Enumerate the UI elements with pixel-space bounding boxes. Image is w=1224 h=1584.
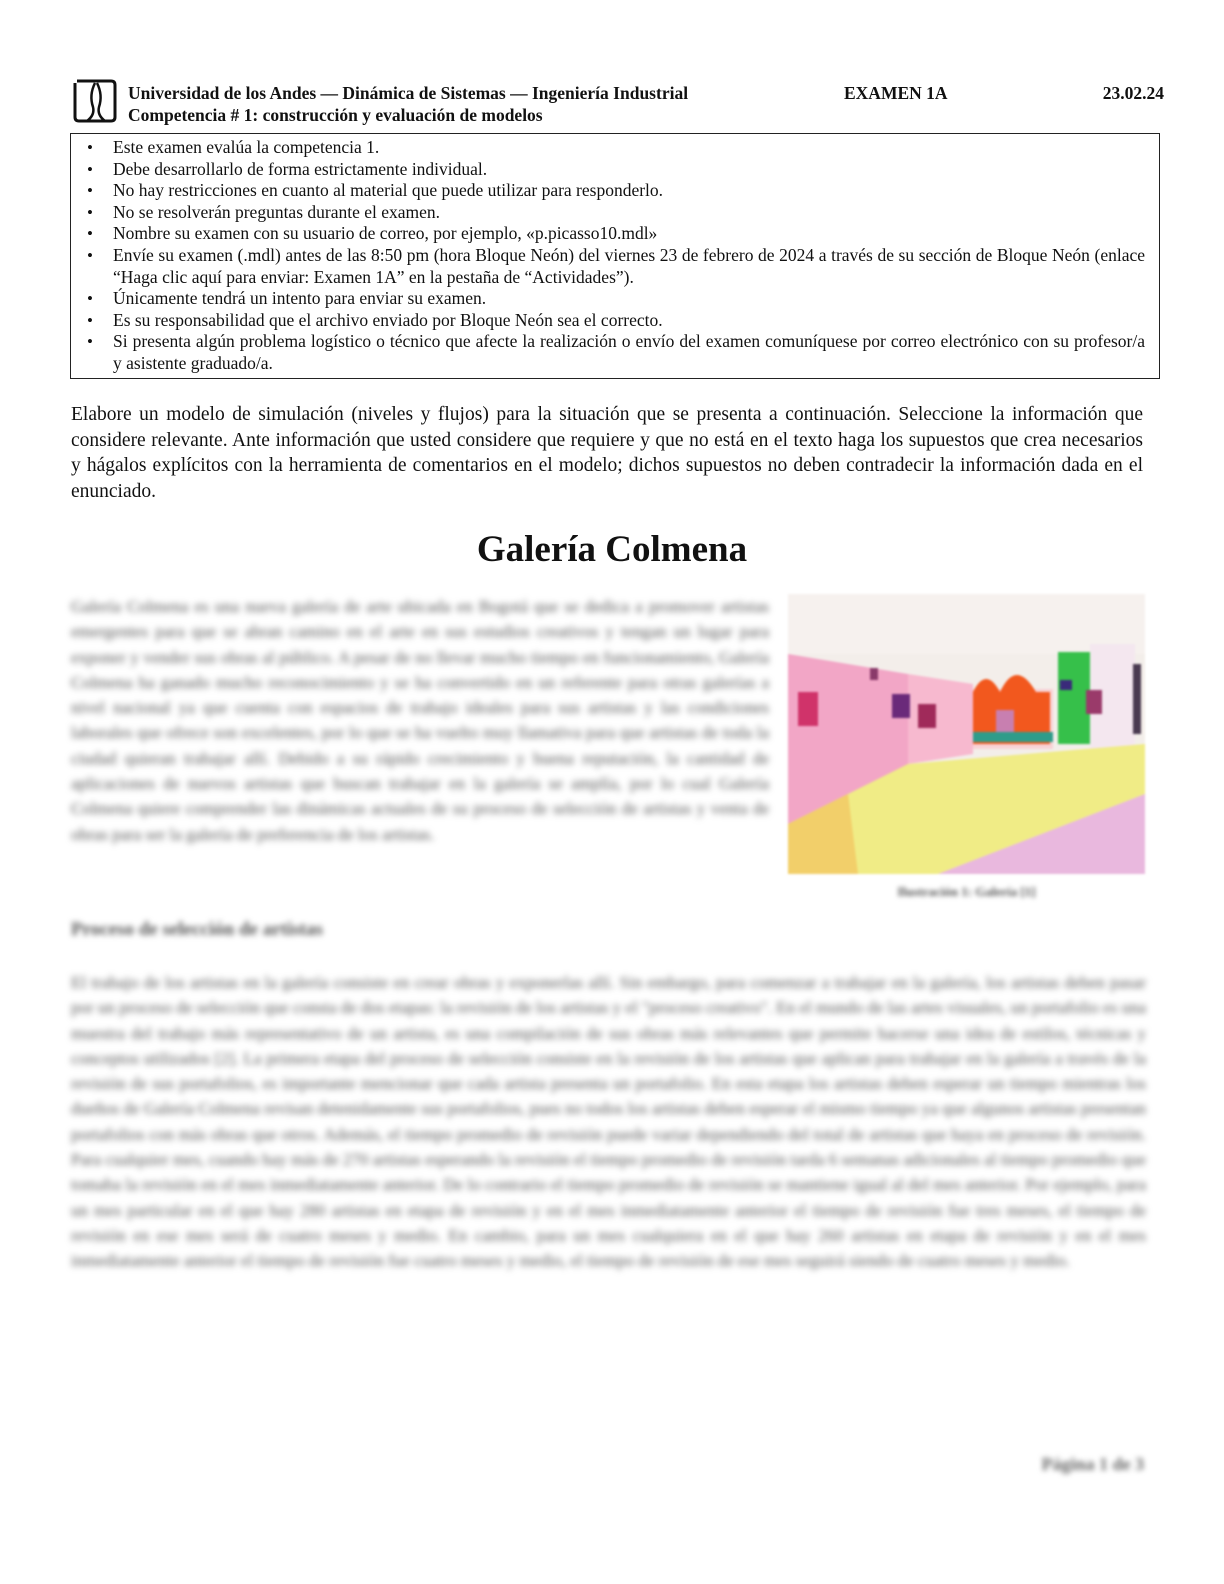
photo-caption: Ilustración 1: Galería [1]: [897, 884, 1036, 899]
exam-rules-box: [70, 133, 1160, 379]
section-heading: Proceso de selección de artistas: [71, 919, 323, 940]
rule-item: • Únicamente tendrá un intento para enviar su examen.: [113, 288, 1145, 310]
case-title: Galería Colmena: [476, 529, 748, 570]
exam-header: [71, 77, 1164, 127]
gallery-photo: [788, 594, 1145, 874]
header-course-title: Universidad de los Andes — Dinámica de Sistemas — Ingeniería Industrial: [128, 83, 689, 103]
rules-list: [71, 134, 1159, 375]
rule-item: • Nombre su examen con su usuario de correo, por ejemplo, «p.picasso10.mdl»: [113, 223, 1145, 245]
rule-item: • Envíe su examen (.mdl) antes de las 8:50 pm (hora Bloque Neón) del viernes 23 de febrero de 2024 a través de su sección de Bloque Neón (enlace “Haga clic aquí para enviar: Examen 1A” en la pestaña de “Actividades”).: [113, 245, 1145, 288]
rule-item: • Es su responsabilidad que el archivo enviado por Bloque Neón sea el correcto.: [113, 310, 1145, 332]
page-number: Página 1 de 3: [1041, 1454, 1144, 1474]
case-description-paragraph: Galería Colmena es una nueva galería de arte ubicada en Bogotá que se dedica a promover artistas emergentes para que se abran camino en el arte en sus estudios creativos y tengan un lugar para exponer y vender sus obras al público. A pesar de no llevar mucho tiempo en funcionamiento, Galería Colmena ha ganado mucho reconocimiento y se ha convertido en un referente para otras galerías a nivel nacional ya que cuenta con espacios de trabajo ideales para sus artistas y las condiciones laborales que ofrece son excelentes, por lo que se ha vuelto muy llamativa para que artistas de toda la ciudad quieran trabajar allí. Debido a su rápido crecimiento y buena reputación, la cantidad de aplicaciones de nuevos artistas que buscan trabajar en la galería se amplía, por lo cual Galería Colmena quiere comprender las dinámicas actuales de su proceso de selección de artistas y venta de obras para ser la galería de preferencia de los artistas.: [71, 597, 769, 844]
header-exam-id: EXAMEN 1A: [844, 83, 948, 103]
header-competence: Competencia # 1: construcción y evaluación de modelos: [128, 105, 543, 125]
rule-item: • No se resolverán preguntas durante el examen.: [113, 202, 1145, 224]
selection-process-paragraph: El trabajo de los artistas en la galería consiste en crear obras y exponerlas allí. Sin embargo, para comenzar a trabajar en la galería, los artistas deben pasar por un proceso de selección que consta de dos etapas: la revisión de los artistas y el "proceso creativo". En el mundo de las artes visuales, un portafolio es una muestra del trabajo más representativo de un artista, es una compilación de sus obras más relevantes que permite hacerse una idea de estilos, técnicas y conceptos utilizados [2]. La primera etapa del proceso de selección consiste en la revisión de los artistas que aplican para trabajar en la galería a través de la revisión de sus portafolios, es importante mencionar que cada artista presenta un portafolio. En esta etapa los artistas deben esperar un tiempo mientras los dueños de Galería Colmena revisan detenidamente sus portafolios, pues no todos los artistas deben esperar el mismo tiempo ya que algunos artistas presentan portafolios con más obras que otros. Además, el tiempo promedio de revisión puede variar dependiendo del total de artistas que haya en proceso de revisión. Para cualquier mes, cuando hay más de 270 artistas esperando la revisión el tiempo promedio de revisión tarda 6 semanas adicionales al tiempo promedio que tomaba la revisión en el mes inmediatamente anterior. De lo contrario el tiempo promedio de revisión se mantiene igual al del mes anterior. Por ejemplo, para un mes particular en el que hay 280 artistas en etapa de revisión y en el mes inmediatamente anterior el tiempo de revisión fue tres meses, el tiempo de revisión en ese mes será de cuatro meses y medio. En cambio, para un mes cualquiera en el que hay 260 artistas en etapa de revisión y en el mes inmediatamente anterior el tiempo de revisión fue cuatro meses y medio, el tiempo de revisión de ese mes seguirá siendo de cuatro meses y medio.: [71, 973, 1146, 1271]
university-logo-icon: [71, 77, 119, 125]
rule-item: • Debe desarrollarlo de forma estrictamente individual.: [113, 159, 1145, 181]
rule-item: • No hay restricciones en cuanto al material que puede utilizar para responderlo.: [113, 180, 1145, 202]
rule-item: • Este examen evalúa la competencia 1.: [113, 137, 1145, 159]
header-date: 23.02.24: [1102, 83, 1164, 103]
rule-item: • Si presenta algún problema logístico o técnico que afecte la realización o envío del examen comuníquese por correo electrónico con su profesor/a y asistente graduado/a.: [113, 331, 1145, 374]
instructions-paragraph: Elabore un modelo de simulación (niveles y flujos) para la situación que se presenta a continuación. Seleccione la información que considere relevante. Ante información que usted considere que requiere y que no está en el texto haga los supuestos que crea necesarios y hágalos explícitos con la herramienta de comentarios en el modelo; dichos supuestos no deben contradecir la información dada en el enunciado.: [71, 404, 1143, 502]
